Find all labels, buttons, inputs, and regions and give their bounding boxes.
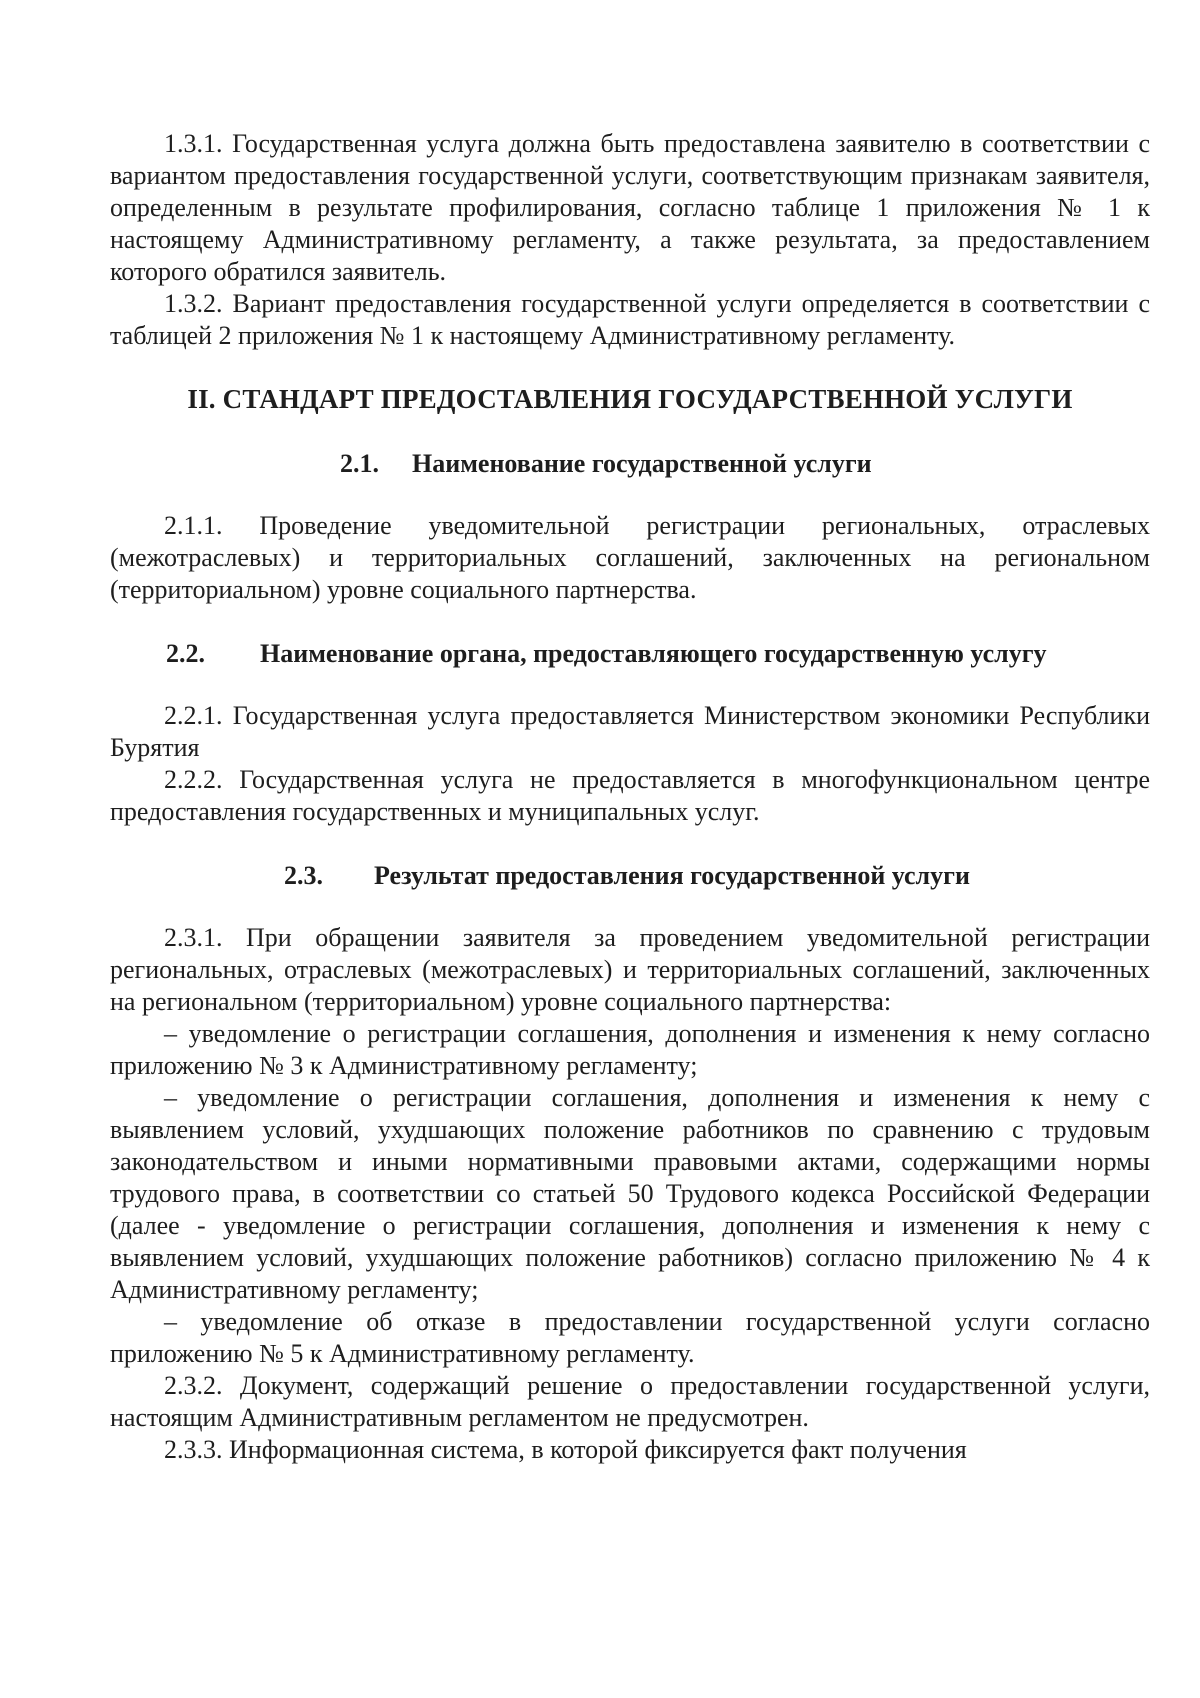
section-heading-2-2 <box>110 638 1150 670</box>
paragraph-1-3-1: 1.3.1. Государственная услуга должна быть предоставлена заявителю в соответствии с вариантом предоставления государственной услуги, соответствующим признакам заявителя, определенным в результате профилирования, согласно таблице 1 приложения № 1 к настоящему Административному регламенту, а также результата, за предоставлением которого обратился заявитель. <box>110 129 1150 286</box>
paragraph-2-3-3: 2.3.3. Информационная система, в которой фиксируется факт получения <box>164 1435 967 1464</box>
paragraph-2-2-1: 2.2.1. Государственная услуга предоставляется Министерством экономики Республики Бурятия <box>110 701 1150 762</box>
section-heading-2-1 <box>110 448 1150 480</box>
paragraph-2-3-2: 2.3.2. Документ, содержащий решение о предоставлении государственной услуги, настоящим Административным регламентом не предусмотрен. <box>110 1371 1150 1432</box>
section-heading-2-3 <box>110 860 1150 892</box>
paragraph-2-3-1: 2.3.1. При обращении заявителя за проведением уведомительной регистрации региональных, отраслевых (межотраслевых) и территориальных соглашений, заключенных на региональном (территориальном) уровне социального партнерства: <box>110 923 1150 1016</box>
list-item-notification-refusal: – уведомление об отказе в предоставлении государственной услуги согласно приложению № 5 к Административному регламенту. <box>110 1307 1150 1368</box>
paragraph-2-2-2: 2.2.2. Государственная услуга не предоставляется в многофункциональном центре предоставления государственных и муниципальных услуг. <box>110 765 1150 826</box>
section-number: 2.1. <box>340 449 379 478</box>
part-title: II. СТАНДАРТ ПРЕДОСТАВЛЕНИЯ ГОСУДАРСТВЕННОЙ УСЛУГИ <box>187 384 1073 414</box>
document-page <box>110 128 1150 1466</box>
paragraph-1-3-2: 1.3.2. Вариант предоставления государственной услуги определяется в соответствии с таблицей 2 приложения № 1 к настоящему Административному регламенту. <box>110 289 1150 350</box>
paragraph-2-1-1: 2.1.1. Проведение уведомительной регистрации региональных, отраслевых (межотраслевых) и территориальных соглашений, заключенных на региональном (территориальном) уровне социального партнерства. <box>110 511 1150 604</box>
list-item-notification-registration: – уведомление о регистрации соглашения, дополнения и изменения к нему согласно приложению № 3 к Административному регламенту; <box>110 1019 1150 1080</box>
section-title: Результат предоставления государственной услуги <box>374 861 970 890</box>
section-number: 2.2. <box>166 639 205 668</box>
section-title: Наименование государственной услуги <box>412 449 872 478</box>
section-number: 2.3. <box>284 861 323 890</box>
list-item-notification-worsening-conditions: – уведомление о регистрации соглашения, дополнения и изменения к нему с выявлением условий, ухудшающих положение работников по сравнению с трудовым законодательством и иными нормативными правовыми актами, содержащими нормы трудового права, в соответствии со статьей 50 Трудового кодекса Российской Федерации (далее - уведомление о регистрации соглашения, дополнения и изменения к нему с выявлением условий, ухудшающих положение работников) согласно приложению № 4 к Административному регламенту; <box>110 1083 1150 1304</box>
section-title: Наименование органа, предоставляющего государственную услугу <box>260 639 1047 668</box>
